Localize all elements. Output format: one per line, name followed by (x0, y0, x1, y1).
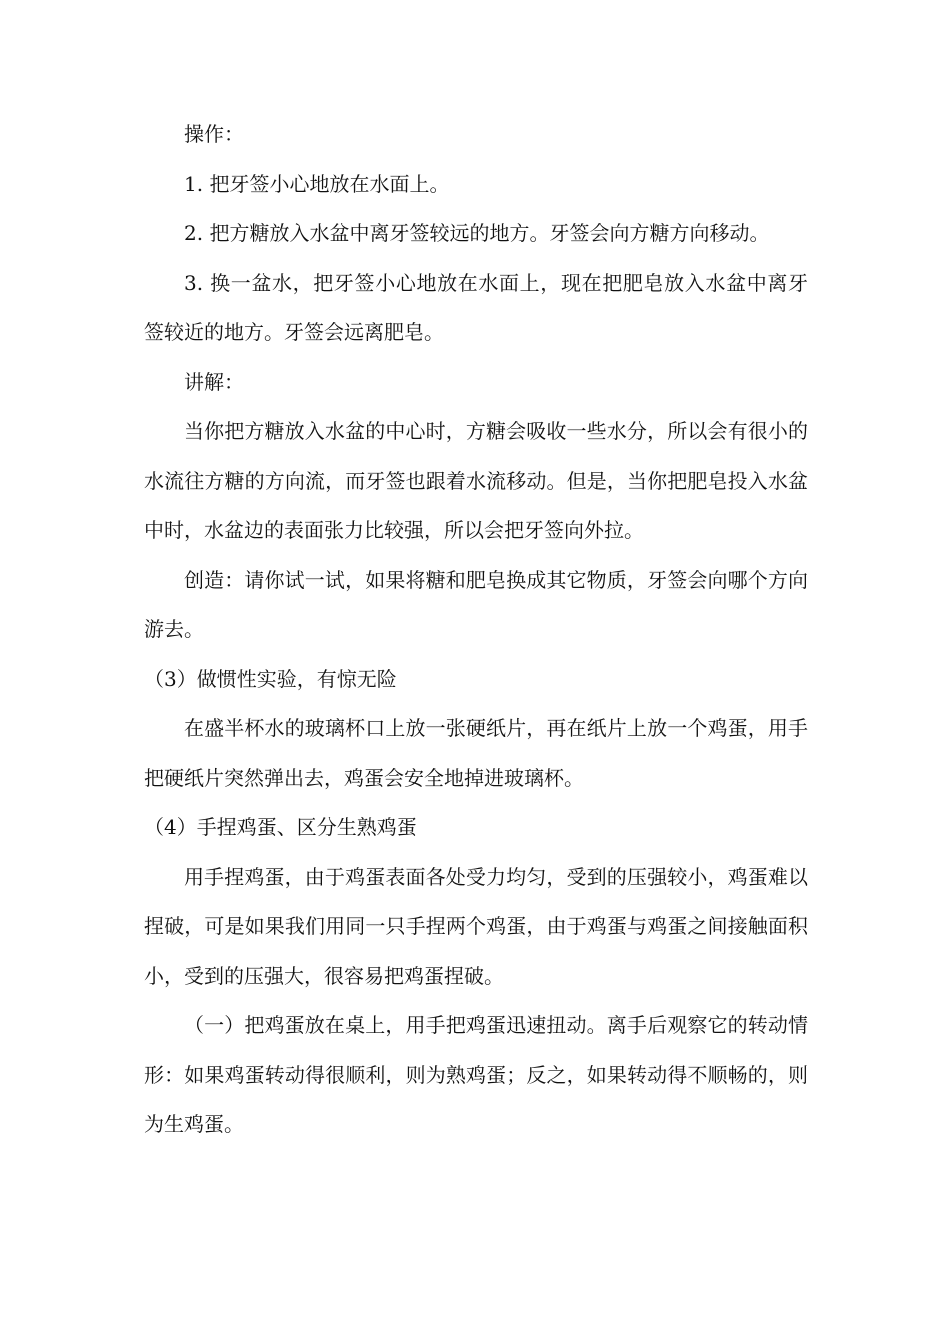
document-body (144, 110, 808, 1150)
creation-paragraph: 创造：请你试一试，如果将糖和肥皂换成其它物质，牙签会向哪个方向游去。 (144, 567, 808, 641)
egg-squeeze-paragraph: 用手捏鸡蛋，由于鸡蛋表面各处受力均匀，受到的压强较小，鸡蛋难以捏破，可是如果我们用同一只手捏两个鸡蛋，由于鸡蛋与鸡蛋之间接触面积小，受到的压强大，很容易把鸡蛋捏破。 (144, 864, 808, 988)
explanation-paragraph: 当你把方糖放入水盆的中心时，方糖会吸收一些水分，所以会有很小的水流往方糖的方向流，而牙签也跟着水流移动。但是，当你把肥皂投入水盆中时，水盆边的表面张力比较强，所以会把牙签向外拉。 (144, 419, 808, 542)
section-heading-4: （4）手捏鸡蛋、区分生熟鸡蛋 (144, 815, 417, 839)
step-1: 1. 把牙签小心地放在水面上。 (184, 171, 450, 196)
step-3: 3. 换一盆水，把牙签小心地放在水面上，现在把肥皂放入水盆中离牙签较近的地方。牙签会远离肥皂。 (144, 270, 808, 344)
label-explanation: 讲解： (184, 369, 244, 394)
step-2: 2. 把方糖放入水盆中离牙签较远的地方。牙签会向方糖方向移动。 (184, 221, 770, 245)
egg-spin-paragraph: （一）把鸡蛋放在桌上，用手把鸡蛋迅速扭动。离手后观察它的转动情形：如果鸡蛋转动得很顺利，则为熟鸡蛋；反之，如果转动得不顺畅的，则为生鸡蛋。 (144, 1013, 808, 1136)
label-operation: 操作： (184, 122, 244, 146)
inertia-paragraph: 在盛半杯水的玻璃杯口上放一张硬纸片，再在纸片上放一个鸡蛋，用手把硬纸片突然弹出去，鸡蛋会安全地掉进玻璃杯。 (144, 716, 808, 790)
section-heading-3: （3）做惯性实验，有惊无险 (144, 666, 397, 691)
